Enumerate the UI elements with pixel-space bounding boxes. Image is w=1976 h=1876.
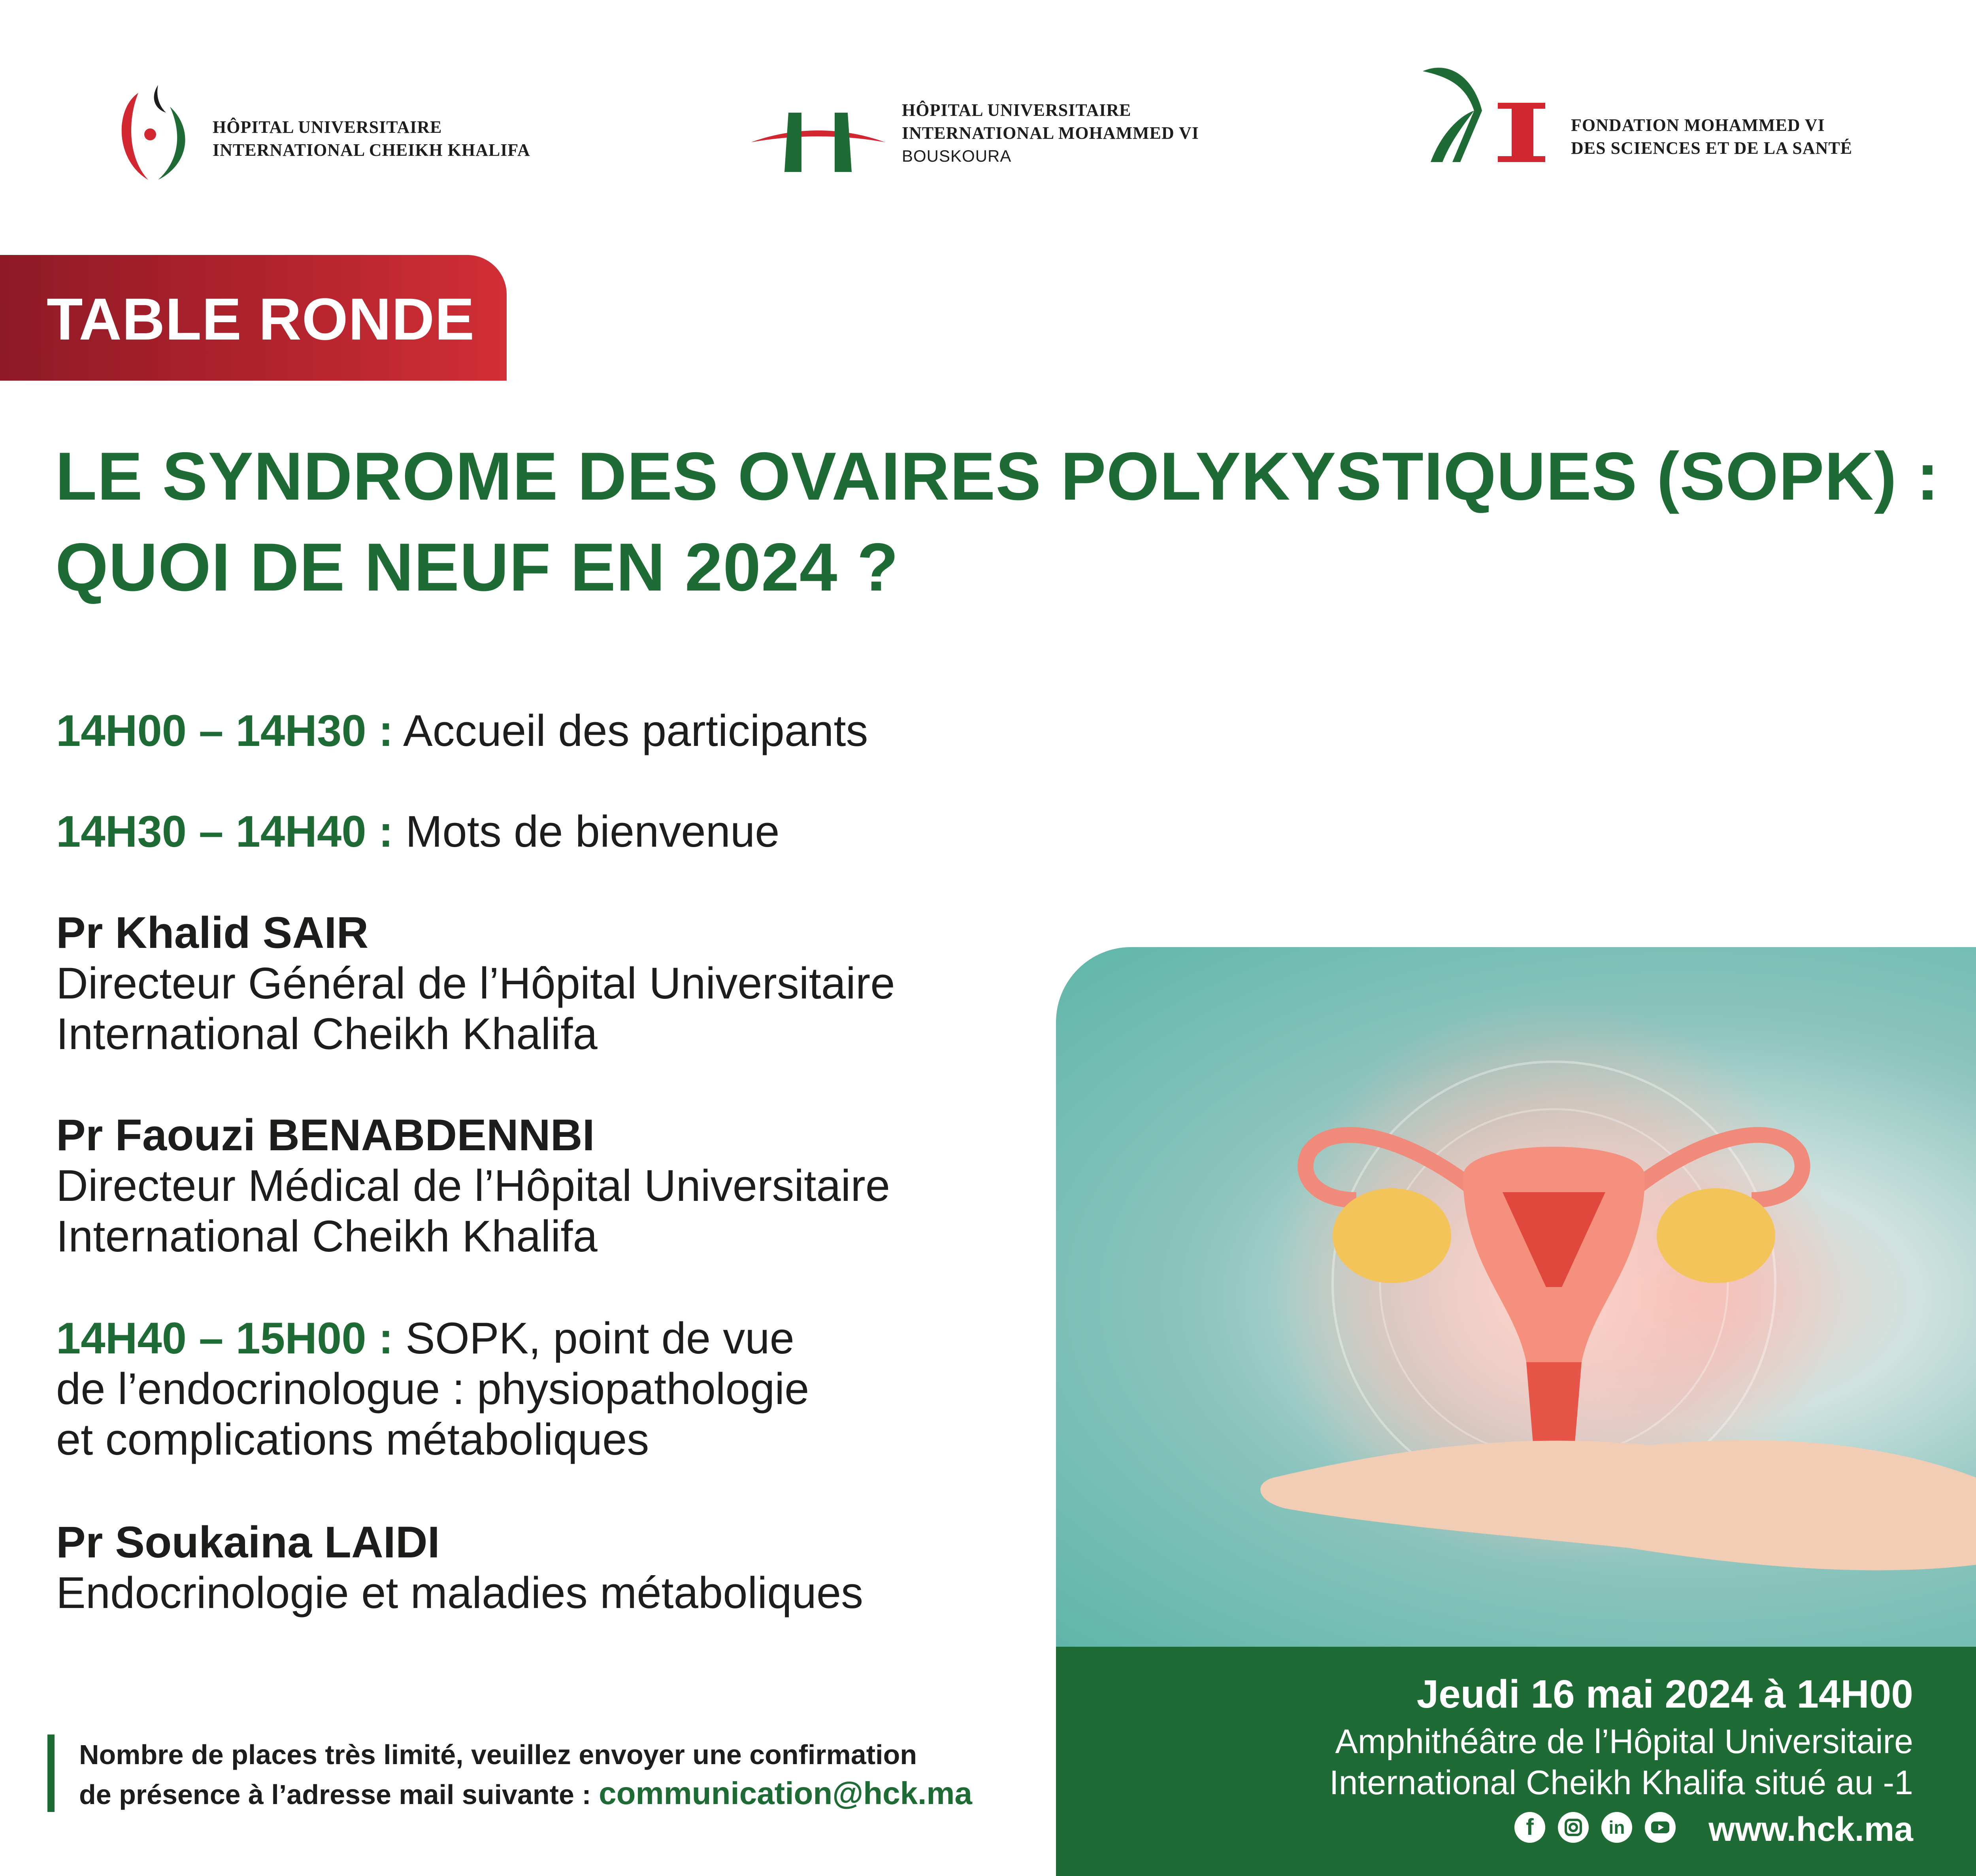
notice-line1: Nombre de places très limité, veuillez envoyer une confirmation [79, 1739, 917, 1770]
contact-email-link[interactable]: communication@hck.ma [599, 1776, 972, 1811]
uterus-illustration-photo [1056, 947, 1976, 1647]
title-line2: QUOI DE NEUF EN 2024 ? [55, 529, 899, 605]
hum6-logo-line3: BOUSKOURA [902, 147, 1012, 165]
speaker-role-line2: International Cheikh Khalifa [56, 1009, 598, 1059]
fondation-emblem-icon [1415, 63, 1557, 174]
fondation-logo-line2: DES SCIENCES ET DE LA SANTÉ [1571, 138, 1853, 158]
hum6-logo-line2: INTERNATIONAL MOHAMMED VI [902, 123, 1199, 143]
badge-label: TABLE RONDE [47, 286, 475, 352]
hck-logo-line2: INTERNATIONAL CHEIKH KHALIFA [213, 140, 530, 160]
youtube-icon[interactable] [1645, 1812, 1676, 1843]
speaker-laidi [56, 1517, 863, 1618]
event-info-box [1056, 1647, 1976, 1876]
instagram-icon[interactable] [1558, 1812, 1589, 1843]
event-title [55, 431, 1939, 613]
speaker-role-line1: Directeur Général de l’Hôpital Universitaire [56, 959, 895, 1008]
hum6-emblem-icon [751, 103, 885, 174]
speaker-name: Pr Khalid SAIR [56, 908, 369, 957]
notice-line2: de présence à l’adresse mail suivante : [79, 1779, 599, 1810]
notice-accent-bar [47, 1734, 55, 1812]
hum6-logo-line1: HÔPITAL UNIVERSITAIRE [902, 100, 1131, 120]
uterus-hand-illustration [1056, 947, 1976, 1647]
instagram-glyph-icon [1558, 1812, 1589, 1843]
program-text: Mots de bienvenue [393, 807, 780, 856]
speaker-role-line1: Endocrinologie et maladies métaboliques [56, 1568, 864, 1617]
program-time: 14H00 – 14H30 : [56, 706, 394, 755]
program-time: 14H30 – 14H40 : [56, 807, 394, 856]
facebook-icon[interactable] [1514, 1812, 1545, 1843]
linkedin-glyph: in [1608, 1817, 1625, 1838]
speaker-role-line1: Directeur Médical de l’Hôpital Universitaire [56, 1161, 890, 1210]
speaker-benabdennbi [56, 1110, 890, 1262]
speaker-role-line2: International Cheikh Khalifa [56, 1212, 598, 1261]
event-venue-line2: International Cheikh Khalifa situé au -1 [1329, 1764, 1913, 1802]
title-line1: LE SYNDROME DES OVAIRES POLYKYSTIQUES (SOPK) : [55, 438, 1940, 514]
youtube-glyph-icon [1645, 1812, 1676, 1843]
speaker-sair [56, 908, 895, 1059]
program-text: Accueil des participants [393, 706, 868, 755]
facebook-glyph: f [1526, 1814, 1534, 1840]
event-date: Jeudi 16 mai 2024 à 14H00 [1416, 1672, 1913, 1716]
hck-logo-line1: HÔPITAL UNIVERSITAIRE [213, 117, 442, 137]
linkedin-icon[interactable] [1601, 1812, 1632, 1843]
website-link[interactable]: www.hck.ma [1708, 1810, 1913, 1848]
fondation-logo-line1: FONDATION MOHAMMED VI [1571, 115, 1825, 135]
logo-hck [111, 81, 585, 184]
logo-mohammed-vi [751, 99, 1304, 178]
rsvp-notice [79, 1735, 972, 1814]
table-ronde-badge [0, 255, 507, 381]
program-item-opening [56, 806, 780, 857]
program-item-sopk [56, 1313, 809, 1465]
program-time: 14H40 – 15H00 : [56, 1314, 394, 1363]
program-text: SOPK, point de vue [393, 1314, 794, 1363]
program-text-line3: et complications métaboliques [56, 1415, 649, 1464]
social-links [1514, 1812, 1665, 1844]
program-item-welcome [56, 706, 868, 756]
event-venue-line1: Amphithéâtre de l’Hôpital Universitaire [1335, 1723, 1913, 1761]
logo-fondation [1415, 63, 1929, 174]
hck-emblem-icon [111, 85, 202, 182]
program-text-line2: de l’endocrinologue : physiopathologie [56, 1364, 809, 1414]
speaker-name: Pr Faouzi BENABDENNBI [56, 1110, 595, 1160]
speaker-name: Pr Soukaina LAIDI [56, 1517, 440, 1567]
